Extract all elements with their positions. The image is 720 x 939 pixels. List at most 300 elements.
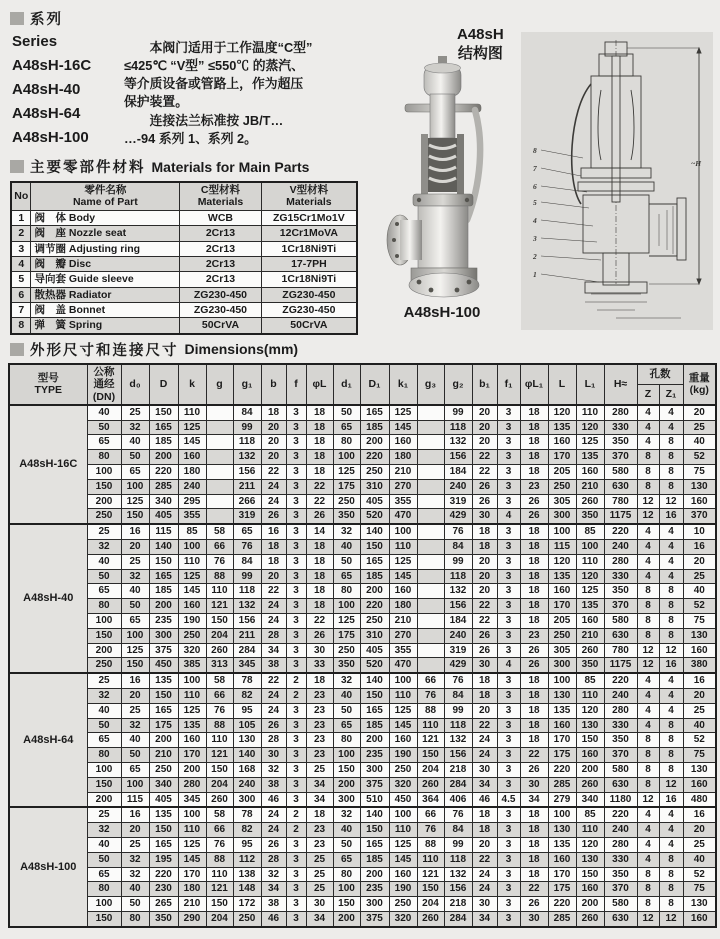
table-row xyxy=(11,272,357,287)
dimension-cell: 18 xyxy=(306,584,333,599)
svg-text:2: 2 xyxy=(533,252,537,261)
dimensions-header-cell: g₂ xyxy=(444,364,472,405)
dimension-cell: 18 xyxy=(306,465,333,480)
dimension-cell: 100 xyxy=(178,540,206,555)
table-row xyxy=(9,763,716,778)
dimension-cell: 66 xyxy=(206,689,233,704)
dimension-cell: 24 xyxy=(261,823,286,838)
dimension-cell: 100 xyxy=(333,882,360,897)
dimension-cell: 100 xyxy=(87,614,121,629)
table-row xyxy=(9,614,716,629)
dimension-cell: 22 xyxy=(261,465,286,480)
dimension-cell: 240 xyxy=(444,628,472,643)
dimension-cell: 12 xyxy=(637,911,659,926)
dimension-cell: 32 xyxy=(121,867,149,882)
dimension-cell: 280 xyxy=(178,777,206,792)
dimension-cell: 3 xyxy=(286,465,306,480)
materials-table-head xyxy=(11,182,357,210)
dimension-cell: 3 xyxy=(497,911,520,926)
dimension-cell: 88 xyxy=(206,569,233,584)
dimension-cell: 320 xyxy=(389,777,417,792)
dimension-cell: 450 xyxy=(149,658,178,673)
dimension-cell: 28 xyxy=(261,852,286,867)
dimension-cell: 20 xyxy=(261,435,286,450)
table-row xyxy=(9,823,716,838)
dimension-cell: 200 xyxy=(360,435,389,450)
svg-text:1: 1 xyxy=(533,270,537,279)
dimension-cell: 132 xyxy=(444,867,472,882)
dimension-cell: 46 xyxy=(472,792,497,807)
dimension-cell: 319 xyxy=(444,643,472,658)
dimension-cell: 280 xyxy=(604,405,637,420)
dimension-cell: 4 xyxy=(637,405,659,420)
dimension-cell: 80 xyxy=(333,733,360,748)
dimension-cell: 115 xyxy=(149,524,178,539)
dimension-cell: 170 xyxy=(548,450,576,465)
dimension-cell: 630 xyxy=(604,628,637,643)
dimension-cell: 160 xyxy=(178,733,206,748)
dimension-cell: 3 xyxy=(497,733,520,748)
dimension-cell xyxy=(417,554,444,569)
dimension-cell: 3 xyxy=(286,897,306,912)
dimension-cell: 184 xyxy=(444,614,472,629)
dimension-cell: 24 xyxy=(472,733,497,748)
dimensions-header-cell: d₀ xyxy=(121,364,149,405)
dimension-cell: 52 xyxy=(683,867,716,882)
dimension-cell: 3 xyxy=(286,777,306,792)
dimension-cell: 150 xyxy=(333,897,360,912)
table-row xyxy=(9,911,716,926)
dimension-cell: 25 xyxy=(683,703,716,718)
dimension-cell: 18 xyxy=(520,852,548,867)
dimension-cell: 204 xyxy=(417,897,444,912)
dimension-cell: 150 xyxy=(576,867,604,882)
dimension-cell: 4 xyxy=(637,807,659,822)
dimension-cell: 200 xyxy=(149,450,178,465)
dimension-cell: 355 xyxy=(178,509,206,524)
dimension-cell: 20 xyxy=(121,540,149,555)
dimension-cell: 50 xyxy=(121,450,149,465)
dimension-cell: 8 xyxy=(637,867,659,882)
dimension-cell: 3 xyxy=(497,584,520,599)
dimension-cell: 34 xyxy=(306,792,333,807)
dimension-cell: 205 xyxy=(548,614,576,629)
dimension-cell: 22 xyxy=(261,673,286,688)
dimension-cell: 33 xyxy=(306,658,333,673)
dimension-cell: 4 xyxy=(637,540,659,555)
dimension-cell: 32 xyxy=(87,689,121,704)
dimension-cell: 110 xyxy=(178,405,206,420)
dimension-cell xyxy=(417,584,444,599)
dimension-cell: 50 xyxy=(121,897,149,912)
dimension-cell: 405 xyxy=(149,792,178,807)
dimension-cell: 160 xyxy=(389,584,417,599)
dimension-cell: 3 xyxy=(497,823,520,838)
dimension-cell: 185 xyxy=(149,584,178,599)
dimension-cell xyxy=(417,524,444,539)
materials-cell: 阀 瓣 Disc xyxy=(31,256,180,271)
dimension-cell: 23 xyxy=(306,837,333,852)
dimension-cell: 8 xyxy=(659,763,683,778)
dimension-cell: 20 xyxy=(683,405,716,420)
dimension-cell: 80 xyxy=(333,435,360,450)
dimension-cell: 3 xyxy=(286,479,306,494)
dimension-cell: 110 xyxy=(206,584,233,599)
top-region xyxy=(8,6,712,335)
dimension-cell: 165 xyxy=(149,569,178,584)
dimension-cell: 350 xyxy=(604,733,637,748)
materials-cell: 阀 体 Body xyxy=(31,210,180,225)
dimension-group xyxy=(9,405,716,524)
dimension-cell: 280 xyxy=(604,554,637,569)
dimension-cell: 211 xyxy=(233,628,261,643)
dimension-cell: 140 xyxy=(360,673,389,688)
dimensions-header-cell: b₁ xyxy=(472,364,497,405)
materials-cell: 5 xyxy=(11,272,31,287)
table-row xyxy=(9,852,716,867)
dimension-cell: 32 xyxy=(261,763,286,778)
top-right-column xyxy=(361,6,712,334)
svg-text:7: 7 xyxy=(533,164,537,173)
table-row xyxy=(9,792,716,807)
dimension-cell: 85 xyxy=(576,673,604,688)
dimension-cell: 8 xyxy=(659,882,683,897)
dimension-cell: 300 xyxy=(548,658,576,673)
dimension-cell: 24 xyxy=(261,689,286,704)
table-row xyxy=(9,524,716,539)
dimension-cell: 4 xyxy=(637,420,659,435)
dimension-cell xyxy=(417,643,444,658)
dimension-cell: 8 xyxy=(637,748,659,763)
dimension-cell: 26 xyxy=(261,509,286,524)
table-row xyxy=(11,318,357,334)
dimension-cell: 175 xyxy=(548,882,576,897)
dimension-cell: 375 xyxy=(149,643,178,658)
dimension-cell: 99 xyxy=(444,837,472,852)
dimension-cell: 355 xyxy=(389,494,417,509)
dimension-cell: 260 xyxy=(417,911,444,926)
dimension-cell: 284 xyxy=(233,643,261,658)
dimension-cell: 100 xyxy=(178,673,206,688)
dimension-cell: 405 xyxy=(360,643,389,658)
dimension-cell: 150 xyxy=(121,509,149,524)
dimension-cell: 3 xyxy=(497,763,520,778)
dimension-cell: 120 xyxy=(576,703,604,718)
dimension-cell: 319 xyxy=(233,509,261,524)
dimension-cell: 132 xyxy=(444,584,472,599)
dimension-cell: 156 xyxy=(444,748,472,763)
dimension-cell: 12 xyxy=(637,792,659,807)
dimension-cell: 250 xyxy=(149,763,178,778)
materials-cell: ZG230-450 xyxy=(261,287,357,302)
dimension-cell: 65 xyxy=(121,465,149,480)
materials-cell: 1Cr18Ni9Ti xyxy=(261,241,357,256)
materials-table xyxy=(10,181,358,335)
dimension-cell: 2 xyxy=(286,807,306,822)
dimension-cell: 40 xyxy=(87,554,121,569)
dimension-cell: 76 xyxy=(417,689,444,704)
dimension-cell: 18 xyxy=(520,584,548,599)
dimension-cell: 3 xyxy=(286,554,306,569)
dimension-cell: 204 xyxy=(206,628,233,643)
dimension-cell: 8 xyxy=(637,614,659,629)
dimension-cell: 8 xyxy=(637,777,659,792)
dimension-cell: 160 xyxy=(548,852,576,867)
dimension-cell: 76 xyxy=(233,540,261,555)
table-row xyxy=(9,628,716,643)
dimension-cell: 132 xyxy=(233,450,261,465)
dimension-cell: 110 xyxy=(178,823,206,838)
dimension-cell: 18 xyxy=(472,689,497,704)
dimension-cell: 125 xyxy=(178,703,206,718)
dimension-cell: 132 xyxy=(233,599,261,614)
dimension-cell: 4 xyxy=(659,807,683,822)
dimensions-header-cell: L₁ xyxy=(576,364,604,405)
dimension-cell: 76 xyxy=(206,703,233,718)
dimension-cell: 76 xyxy=(206,554,233,569)
dimension-cell: 110 xyxy=(389,540,417,555)
dimension-cell: 34 xyxy=(472,911,497,926)
series-model: A48sH-64 xyxy=(12,105,81,122)
dimension-cell: 66 xyxy=(206,540,233,555)
dimension-cell: 3 xyxy=(497,405,520,420)
dimension-cell: 8 xyxy=(659,599,683,614)
dimension-cell: 190 xyxy=(389,748,417,763)
dimension-cell: 26 xyxy=(306,628,333,643)
dimension-cell: 200 xyxy=(360,733,389,748)
dimension-cell: 25 xyxy=(683,837,716,852)
dimension-cell: 290 xyxy=(178,911,206,926)
dimension-cell: 18 xyxy=(520,450,548,465)
dimension-cell: 200 xyxy=(87,494,121,509)
dimension-cell: 130 xyxy=(576,852,604,867)
dimension-cell: 4 xyxy=(637,569,659,584)
dimension-cell: 112 xyxy=(233,852,261,867)
dimension-cell: 8 xyxy=(659,748,683,763)
dimension-cell: 220 xyxy=(604,524,637,539)
dimension-cell: 300 xyxy=(360,763,389,778)
dimension-cell: 250 xyxy=(233,911,261,926)
description-line: ≤425℃ “V型” ≤550℃ 的蒸汽、 xyxy=(124,58,304,74)
dimension-cell: 160 xyxy=(683,494,716,509)
dimension-cell: 18 xyxy=(520,420,548,435)
dimension-cell: 25 xyxy=(683,420,716,435)
dimension-cell: 4 xyxy=(637,673,659,688)
dimension-cell: 132 xyxy=(444,435,472,450)
dimension-cell: 58 xyxy=(206,673,233,688)
dimension-cell: 30 xyxy=(472,763,497,778)
dimension-cell: 195 xyxy=(149,852,178,867)
svg-text:4: 4 xyxy=(533,216,537,225)
table-row xyxy=(9,494,716,509)
dimension-cell: 24 xyxy=(261,614,286,629)
materials-cell: 散热器 Radiator xyxy=(31,287,180,302)
dimension-cell: 28 xyxy=(261,628,286,643)
dimension-cell: 8 xyxy=(637,628,659,643)
dimension-cell: 130 xyxy=(683,897,716,912)
dimension-cell: 26 xyxy=(472,628,497,643)
dimension-cell: 135 xyxy=(576,599,604,614)
dimension-cell: 204 xyxy=(206,911,233,926)
dimension-cell: 20 xyxy=(683,823,716,838)
dimension-cell: 100 xyxy=(333,748,360,763)
dimension-cell: 18 xyxy=(472,823,497,838)
table-row xyxy=(9,405,716,420)
dimension-cell: 24 xyxy=(261,807,286,822)
dimension-cell: 145 xyxy=(389,569,417,584)
dimension-cell: 250 xyxy=(548,479,576,494)
dimension-cell: 313 xyxy=(206,658,233,673)
dimension-cell: 95 xyxy=(233,703,261,718)
dimension-cell: 22 xyxy=(472,450,497,465)
dimension-cell: 40 xyxy=(87,405,121,420)
dimension-cell: 85 xyxy=(178,524,206,539)
dimension-cell: 125 xyxy=(121,494,149,509)
dimension-cell: 18 xyxy=(306,599,333,614)
dimension-cell: 8 xyxy=(637,599,659,614)
dimension-cell: 99 xyxy=(444,554,472,569)
dimension-cell: 118 xyxy=(233,584,261,599)
dimension-cell: 23 xyxy=(520,628,548,643)
dimension-cell: 100 xyxy=(389,807,417,822)
dimensions-title-en: Dimensions(mm) xyxy=(184,341,299,358)
dimension-cell: 4 xyxy=(637,524,659,539)
dimension-cell: 211 xyxy=(233,479,261,494)
dimension-cell: 165 xyxy=(360,554,389,569)
dimension-cell: 190 xyxy=(178,614,206,629)
dimension-cell: 8 xyxy=(659,897,683,912)
dimension-cell: 26 xyxy=(306,509,333,524)
dimension-cell: 3 xyxy=(497,614,520,629)
dimension-cell: 120 xyxy=(576,420,604,435)
dimension-cell: 18 xyxy=(520,435,548,450)
dimension-cell: 120 xyxy=(576,837,604,852)
dimension-cell: 34 xyxy=(472,777,497,792)
dimension-cell: 3 xyxy=(286,420,306,435)
series-model-list xyxy=(8,29,124,150)
materials-cell: 2 xyxy=(11,226,31,241)
dimension-cell: 230 xyxy=(149,882,178,897)
dimension-cell: 100 xyxy=(548,807,576,822)
dimension-cell: 218 xyxy=(444,897,472,912)
dimension-cell: 170 xyxy=(548,733,576,748)
dimension-cell: 16 xyxy=(683,807,716,822)
dimension-cell: 300 xyxy=(333,792,360,807)
dimension-cell: 310 xyxy=(360,479,389,494)
dimension-cell: 121 xyxy=(206,599,233,614)
dimension-cell: 3 xyxy=(286,524,306,539)
dimension-cell: 135 xyxy=(548,837,576,852)
dimension-cell: 8 xyxy=(637,450,659,465)
materials-cell: 12Cr1MoVA xyxy=(261,226,357,241)
dimension-cell: 121 xyxy=(417,733,444,748)
dimension-cell: 3 xyxy=(497,479,520,494)
holes-subheader-cell: Z xyxy=(637,384,659,405)
dimension-cell: 8 xyxy=(659,733,683,748)
dimension-cell: 32 xyxy=(121,420,149,435)
dimension-cell: 8 xyxy=(637,882,659,897)
dimension-cell: 4 xyxy=(659,823,683,838)
dimension-cell: 172 xyxy=(233,897,261,912)
dimension-cell: 20 xyxy=(472,569,497,584)
svg-text:3: 3 xyxy=(533,234,537,243)
dimension-cell xyxy=(417,628,444,643)
table-row xyxy=(9,450,716,465)
dimension-cell: 135 xyxy=(178,718,206,733)
materials-cell: 50CrVA xyxy=(180,318,262,334)
materials-cell: 弹 簧 Spring xyxy=(31,318,180,334)
dimension-cell: 580 xyxy=(604,897,637,912)
dimension-cell: 3 xyxy=(286,450,306,465)
dimension-cell: 345 xyxy=(233,658,261,673)
dimension-cell: 75 xyxy=(683,882,716,897)
dimension-cell: 40 xyxy=(683,435,716,450)
dimension-cell: 364 xyxy=(417,792,444,807)
dimension-cell: 175 xyxy=(333,628,360,643)
dimension-cell: 3 xyxy=(497,673,520,688)
dimension-cell: 40 xyxy=(87,837,121,852)
dimension-cell: 75 xyxy=(683,748,716,763)
dimension-cell: 46 xyxy=(261,792,286,807)
dimension-cell: 160 xyxy=(178,599,206,614)
dimension-cell: 220 xyxy=(604,673,637,688)
dimension-cell: 130 xyxy=(683,479,716,494)
dimension-cell: 16 xyxy=(659,792,683,807)
dimension-cell: 121 xyxy=(417,867,444,882)
dimension-cell: 30 xyxy=(306,643,333,658)
dimension-cell: 135 xyxy=(149,673,178,688)
dimension-cell: 156 xyxy=(444,599,472,614)
dimension-cell: 3 xyxy=(497,494,520,509)
dimension-cell: 3 xyxy=(497,777,520,792)
dimension-cell: 180 xyxy=(178,882,206,897)
table-row xyxy=(9,584,716,599)
dimension-cell: 8 xyxy=(637,584,659,599)
dimension-cell: 3 xyxy=(497,628,520,643)
dimension-cell: 25 xyxy=(121,703,149,718)
dimension-cell: 12 xyxy=(637,643,659,658)
dimension-cell: 580 xyxy=(604,465,637,480)
dimension-cell: 46 xyxy=(261,911,286,926)
dimension-cell: 3 xyxy=(286,540,306,555)
dimension-group xyxy=(9,807,716,926)
dimension-cell: 220 xyxy=(604,807,637,822)
materials-title-en: Materials for Main Parts xyxy=(151,158,310,175)
dimension-cell: 25 xyxy=(87,807,121,822)
dimension-cell: 20 xyxy=(472,435,497,450)
dimension-cell: 50 xyxy=(333,837,360,852)
dimensions-header-cell: f₁ xyxy=(497,364,520,405)
dimension-cell: 18 xyxy=(520,673,548,688)
dimension-cell: 26 xyxy=(472,643,497,658)
series-row xyxy=(8,29,361,150)
dimension-cell: 184 xyxy=(444,465,472,480)
dimension-cell: 3 xyxy=(497,837,520,852)
dimension-cell: 4 xyxy=(637,554,659,569)
dimension-cell: 156 xyxy=(233,465,261,480)
materials-cell: 2Cr13 xyxy=(180,241,262,256)
dimension-cell: 375 xyxy=(360,777,389,792)
dimension-cell: 65 xyxy=(87,584,121,599)
dimension-cell: 350 xyxy=(576,658,604,673)
dimension-cell: 40 xyxy=(121,882,149,897)
dimension-cell: 3 xyxy=(286,628,306,643)
svg-text:8: 8 xyxy=(533,146,537,155)
table-row xyxy=(9,673,716,688)
dimension-cell: 32 xyxy=(121,569,149,584)
dimension-cell: 135 xyxy=(149,807,178,822)
dimension-cell: 210 xyxy=(576,628,604,643)
